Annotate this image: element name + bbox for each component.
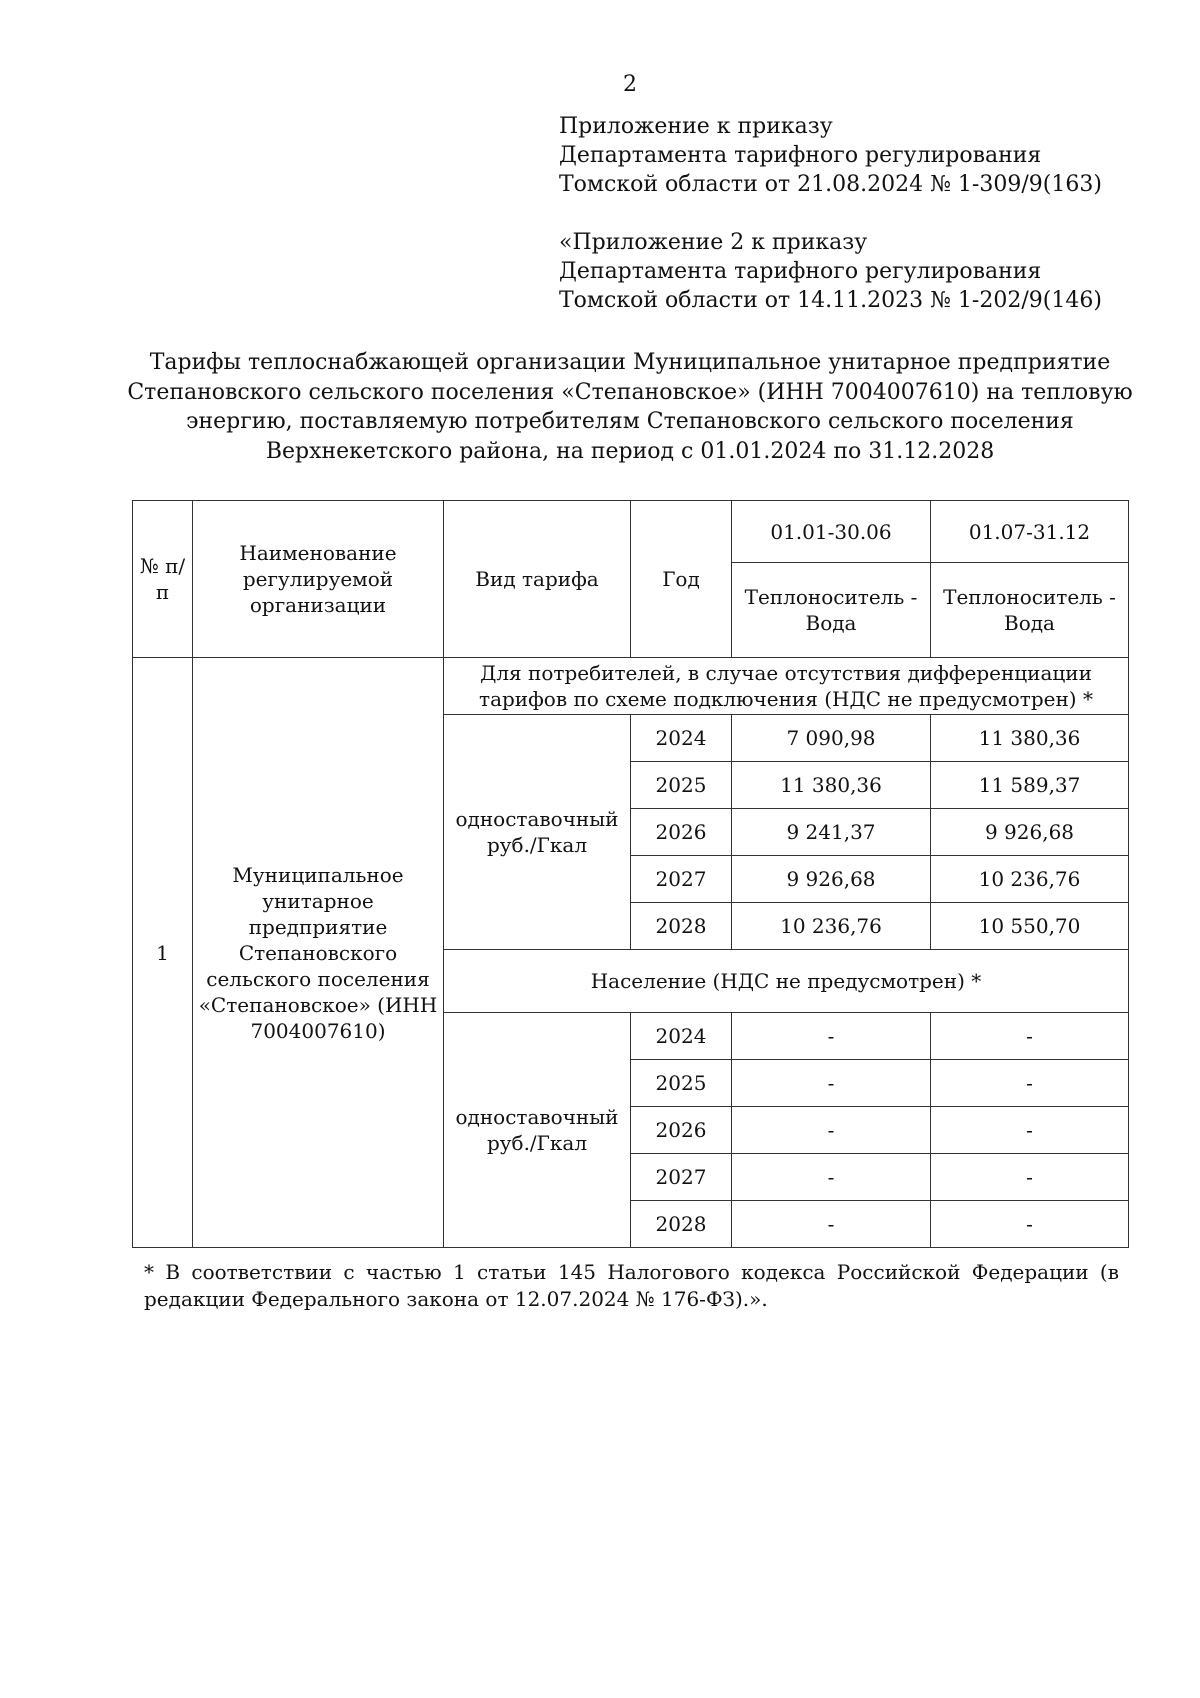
tariff-value: - — [732, 1154, 931, 1201]
header-period-1: 01.01-30.06 — [732, 501, 931, 563]
header-tariff-type: Вид тарифа — [444, 501, 631, 658]
tariff-value: - — [732, 1060, 931, 1107]
annex-line: Департамента тарифного регулирования — [559, 259, 1042, 284]
year-cell: 2025 — [631, 1060, 732, 1107]
header-carrier-1: Теплоноситель - Вода — [732, 563, 931, 658]
org-name-cell: Муниципальное унитарное предприятие Степановского сельского поселения «Степановское» (ИНН 7004007610) — [193, 658, 444, 1248]
tariff-value: 9 926,68 — [931, 809, 1129, 856]
header-carrier-2: Теплоноситель - Вода — [931, 563, 1129, 658]
tariff-value: 9 926,68 — [732, 856, 931, 903]
year-cell: 2024 — [631, 715, 732, 762]
header-year: Год — [631, 501, 732, 658]
title-line: Верхнекетского района, на период с 01.01.2024 по 31.12.2028 — [265, 438, 995, 464]
tariff-value: 11 589,37 — [931, 762, 1129, 809]
year-cell: 2028 — [631, 903, 732, 950]
page-number: 2 — [623, 72, 637, 97]
tariff-value: 10 236,76 — [931, 856, 1129, 903]
tariff-value: - — [732, 1201, 931, 1248]
year-cell: 2024 — [631, 1013, 732, 1060]
footnote: * В соответствии с частью 1 статьи 145 Налогового кодекса Российской Федерации (в редакции Федерального закона от 12.07.2024 № 176-ФЗ).». — [144, 1260, 1119, 1311]
annex-line: Департамента тарифного регулирования — [559, 143, 1042, 168]
tariff-value: - — [931, 1107, 1129, 1154]
row-number: 1 — [133, 658, 193, 1248]
annex-reference-current — [559, 112, 1102, 199]
title-line: Тарифы теплоснабжающей организации Муниципальное унитарное предприятие — [149, 350, 1111, 375]
annex-reference-previous — [559, 228, 1102, 315]
section-consumers-title: Для потребителей, в случае отсутствия дифференциации тарифов по схеме подключения (НДС не предусмотрен) * — [444, 658, 1129, 715]
tariff-value: - — [931, 1154, 1129, 1201]
title-line: Степановского сельского поселения «Степановское» (ИНН 7004007610) на тепловую — [127, 379, 1133, 405]
tariff-table — [132, 500, 1129, 1248]
header-period-2: 01.07-31.12 — [931, 501, 1129, 563]
tariff-value: 10 236,76 — [732, 903, 931, 950]
tariff-value: 11 380,36 — [732, 762, 931, 809]
header-number: № п/п — [133, 501, 193, 658]
section-consumers-tariff-type: одноставочный руб./Гкал — [444, 715, 631, 950]
tariff-value: - — [931, 1201, 1129, 1248]
annex-line: Томской области от 21.08.2024 № 1-309/9(163) — [559, 172, 1102, 197]
annex-line: Приложение к приказу — [559, 114, 833, 139]
tariff-value: 7 090,98 — [732, 715, 931, 762]
year-cell: 2026 — [631, 1107, 732, 1154]
annex-line: «Приложение 2 к приказу — [559, 230, 868, 255]
section-population-tariff-type: одноставочный руб./Гкал — [444, 1013, 631, 1248]
tariff-value: - — [732, 1013, 931, 1060]
year-cell: 2025 — [631, 762, 732, 809]
tariff-value: - — [732, 1107, 931, 1154]
year-cell: 2027 — [631, 1154, 732, 1201]
year-cell: 2026 — [631, 809, 732, 856]
document-title — [120, 348, 1140, 466]
tariff-value: - — [931, 1013, 1129, 1060]
header-org-name: Наименование регулируемой организации — [193, 501, 444, 658]
tariff-value: 10 550,70 — [931, 903, 1129, 950]
title-line: энергию, поставляемую потребителям Степановского сельского поселения — [186, 409, 1074, 434]
tariff-value: 9 241,37 — [732, 809, 931, 856]
year-cell: 2028 — [631, 1201, 732, 1248]
tariff-value: 11 380,36 — [931, 715, 1129, 762]
tariff-value: - — [931, 1060, 1129, 1107]
section-population-title: Население (НДС не предусмотрен) * — [444, 950, 1129, 1013]
annex-line: Томской области от 14.11.2023 № 1-202/9(146) — [559, 288, 1102, 313]
year-cell: 2027 — [631, 856, 732, 903]
